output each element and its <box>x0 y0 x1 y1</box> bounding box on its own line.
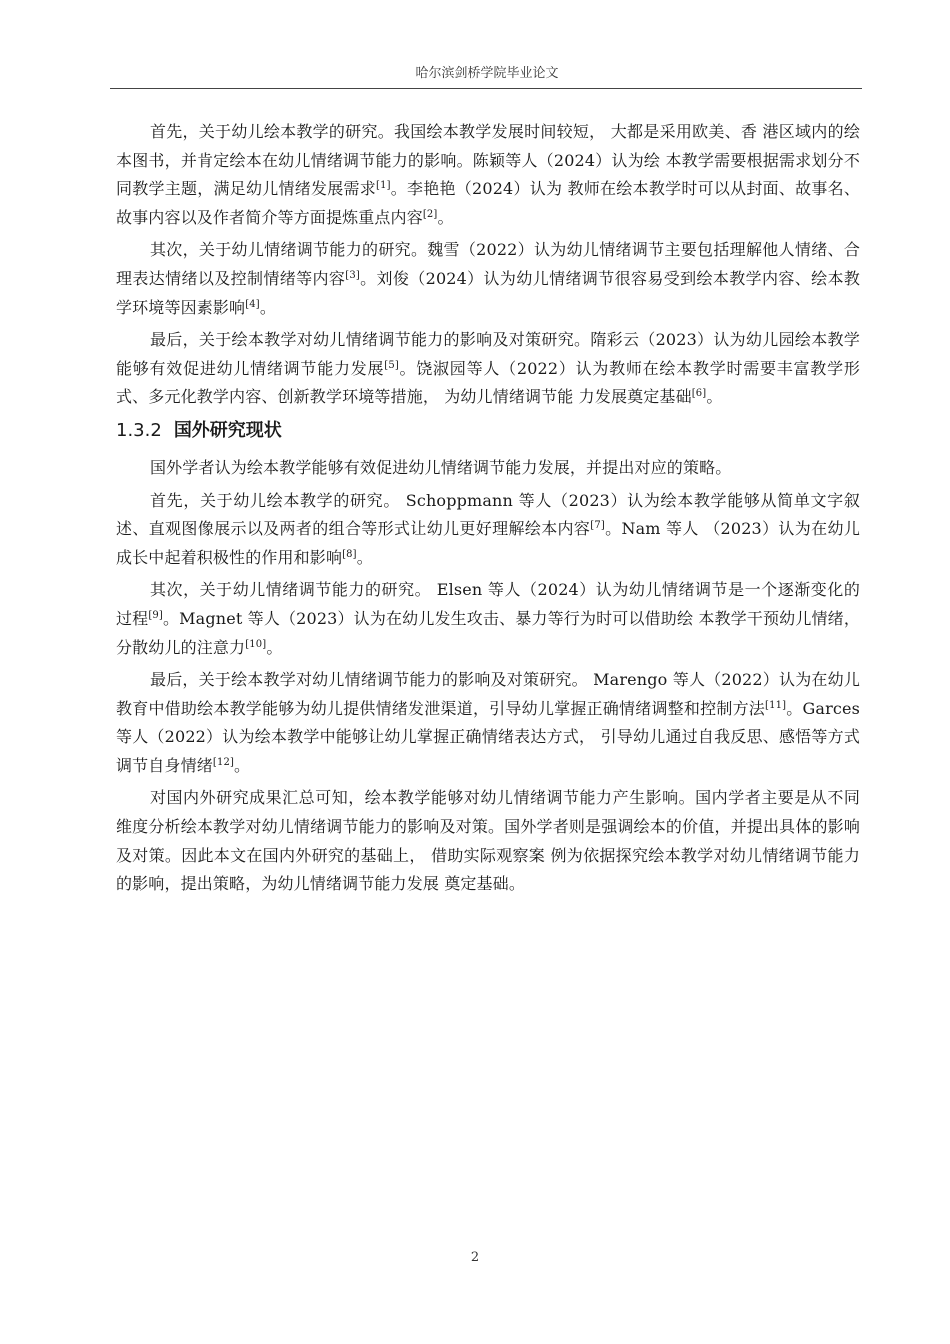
paragraph-text: 首先，关于幼儿绘本教学的研究。 Schoppmann 等人（2023）认为绘本教学能够从简单文字叙述、直观图像展示以及两者的组合等形式让幼儿更好理解绘本内容 <box>116 490 860 539</box>
citation-ref: [1] <box>376 180 391 192</box>
citation-ref: [7] <box>590 520 605 532</box>
paragraph-text: 其次，关于幼儿情绪调节能力的研究。 Elsen 等人（2024）认为幼儿情绪调节是一个逐渐变化的过程 <box>116 580 860 628</box>
citation-ref: [10] <box>245 638 267 650</box>
foreign-research-section <box>116 454 860 899</box>
paragraph-text: 最后，关于绘本教学对幼儿情绪调节能力的影响及对策研究。 Marengo 等人（2022）认为在幼儿教育中借助绘本教学能够为幼儿提供情绪发泄渠道，引导幼儿掌握正确情绪调整和控制方法 <box>116 670 860 718</box>
paragraph-text: 。李艳艳（2024）认为 教师在绘本教学时可以从封面、故事名、故事内容以及作者简介等方面提炼重点内容 <box>116 179 860 227</box>
paragraph-text: 。 <box>266 637 283 657</box>
section-number: 1.3.2 <box>116 419 162 441</box>
paragraph <box>116 784 860 898</box>
paragraph-text: 首先，关于幼儿绘本教学的研究。我国绘本教学发展时间较短， 大都是采用欧美、香 港区域内的绘本图书，并肯定绘本在幼儿情绪调节能力的影响。陈颖等人（2024）认为绘 本教学需要根据需求划分不同教学主题，满足幼儿情绪发展需求 <box>116 122 860 199</box>
paragraph-text: 。 <box>259 297 276 317</box>
citation-ref: [12] <box>212 756 235 768</box>
citation-ref: [6] <box>691 388 707 400</box>
section-title: 国外研究现状 <box>173 419 282 441</box>
citation-ref: [11] <box>765 699 787 711</box>
paragraph-text: 最后，关于绘本教学对幼儿情绪调节能力的影响及对策研究。隋彩云（2023）认为幼儿园绘本教学能够有效促进幼儿情绪调节能力发展 <box>116 330 860 378</box>
paragraph-text: 。 <box>706 387 723 407</box>
citation-ref: [4] <box>245 298 260 310</box>
paragraph-text: 。Magnet 等人（2023）认为在幼儿发生攻击、暴力等行为时可以借助绘 本教学干预幼儿情绪，分散幼儿的注意力 <box>116 608 860 657</box>
citation-ref: [8] <box>342 548 357 560</box>
paragraph-text: 国外学者认为绘本教学能够有效促进幼儿情绪调节能力发展，并提出对应的策略。 <box>150 457 732 477</box>
page-header: 哈尔滨剑桥学院毕业论文 <box>415 66 559 81</box>
paragraph <box>116 487 860 573</box>
citation-ref: [3] <box>345 269 360 281</box>
citation-ref: [2] <box>422 208 438 220</box>
paragraph-text: 。 <box>234 755 251 775</box>
paragraph-text: 。 <box>437 207 454 227</box>
paragraph-text: 。刘俊（2024）认为幼儿情绪调节很容易受到绘本教学内容、绘本教学环境等因素影响 <box>116 268 860 317</box>
paragraph <box>116 236 860 322</box>
paragraph <box>116 454 860 483</box>
paragraph-text: 。Garces 等人（2022）认为绘本教学中能够让幼儿掌握正确情绪表达方式， 引导幼儿通过自我反思、感悟等方式调节自身情绪 <box>116 698 860 775</box>
paragraph <box>116 666 860 780</box>
paragraph-text: 。Nam 等人 （2023）认为在幼儿成长中起着积极性的作用和影响 <box>116 519 860 567</box>
paragraph <box>116 576 860 662</box>
citation-ref: [5] <box>384 359 399 371</box>
domestic-research-section <box>116 118 860 412</box>
paragraph-text: 。 <box>356 547 373 567</box>
paragraph-text: 对国内外研究成果汇总可知，绘本教学能够对幼儿情绪调节能力产生影响。国内学者主要是从不同维度分析绘本教学对幼儿情绪调节能力的影响及对策。国外学者则是强调绘本的价值，并提出具体的影响及对策。因此本文在国内外研究的基础上， 借助实际观察案 例为依据探究绘本教学对幼儿情绪调节能力的影响，提出策略，为幼儿情绪调节能力发展 奠定基础。 <box>116 788 860 894</box>
document-body <box>116 118 860 903</box>
section-heading <box>116 418 860 444</box>
paragraph-text: 其次，关于幼儿情绪调节能力的研究。魏雪（2022）认为幼儿情绪调节主要包括理解他人情绪、合理表达情绪以及控制情绪等内容 <box>116 240 860 288</box>
header-rule <box>110 88 862 89</box>
page-number: 2 <box>470 1250 480 1265</box>
paragraph-text: 。饶淑园等人（2022）认为教师在绘本教学时需要丰富教学形式、多元化教学内容、创新教学环境等措施， 为幼儿情绪调节能 力发展奠定基础 <box>116 358 860 407</box>
paragraph <box>116 326 860 412</box>
citation-ref: [9] <box>148 609 163 621</box>
paragraph <box>116 118 860 232</box>
